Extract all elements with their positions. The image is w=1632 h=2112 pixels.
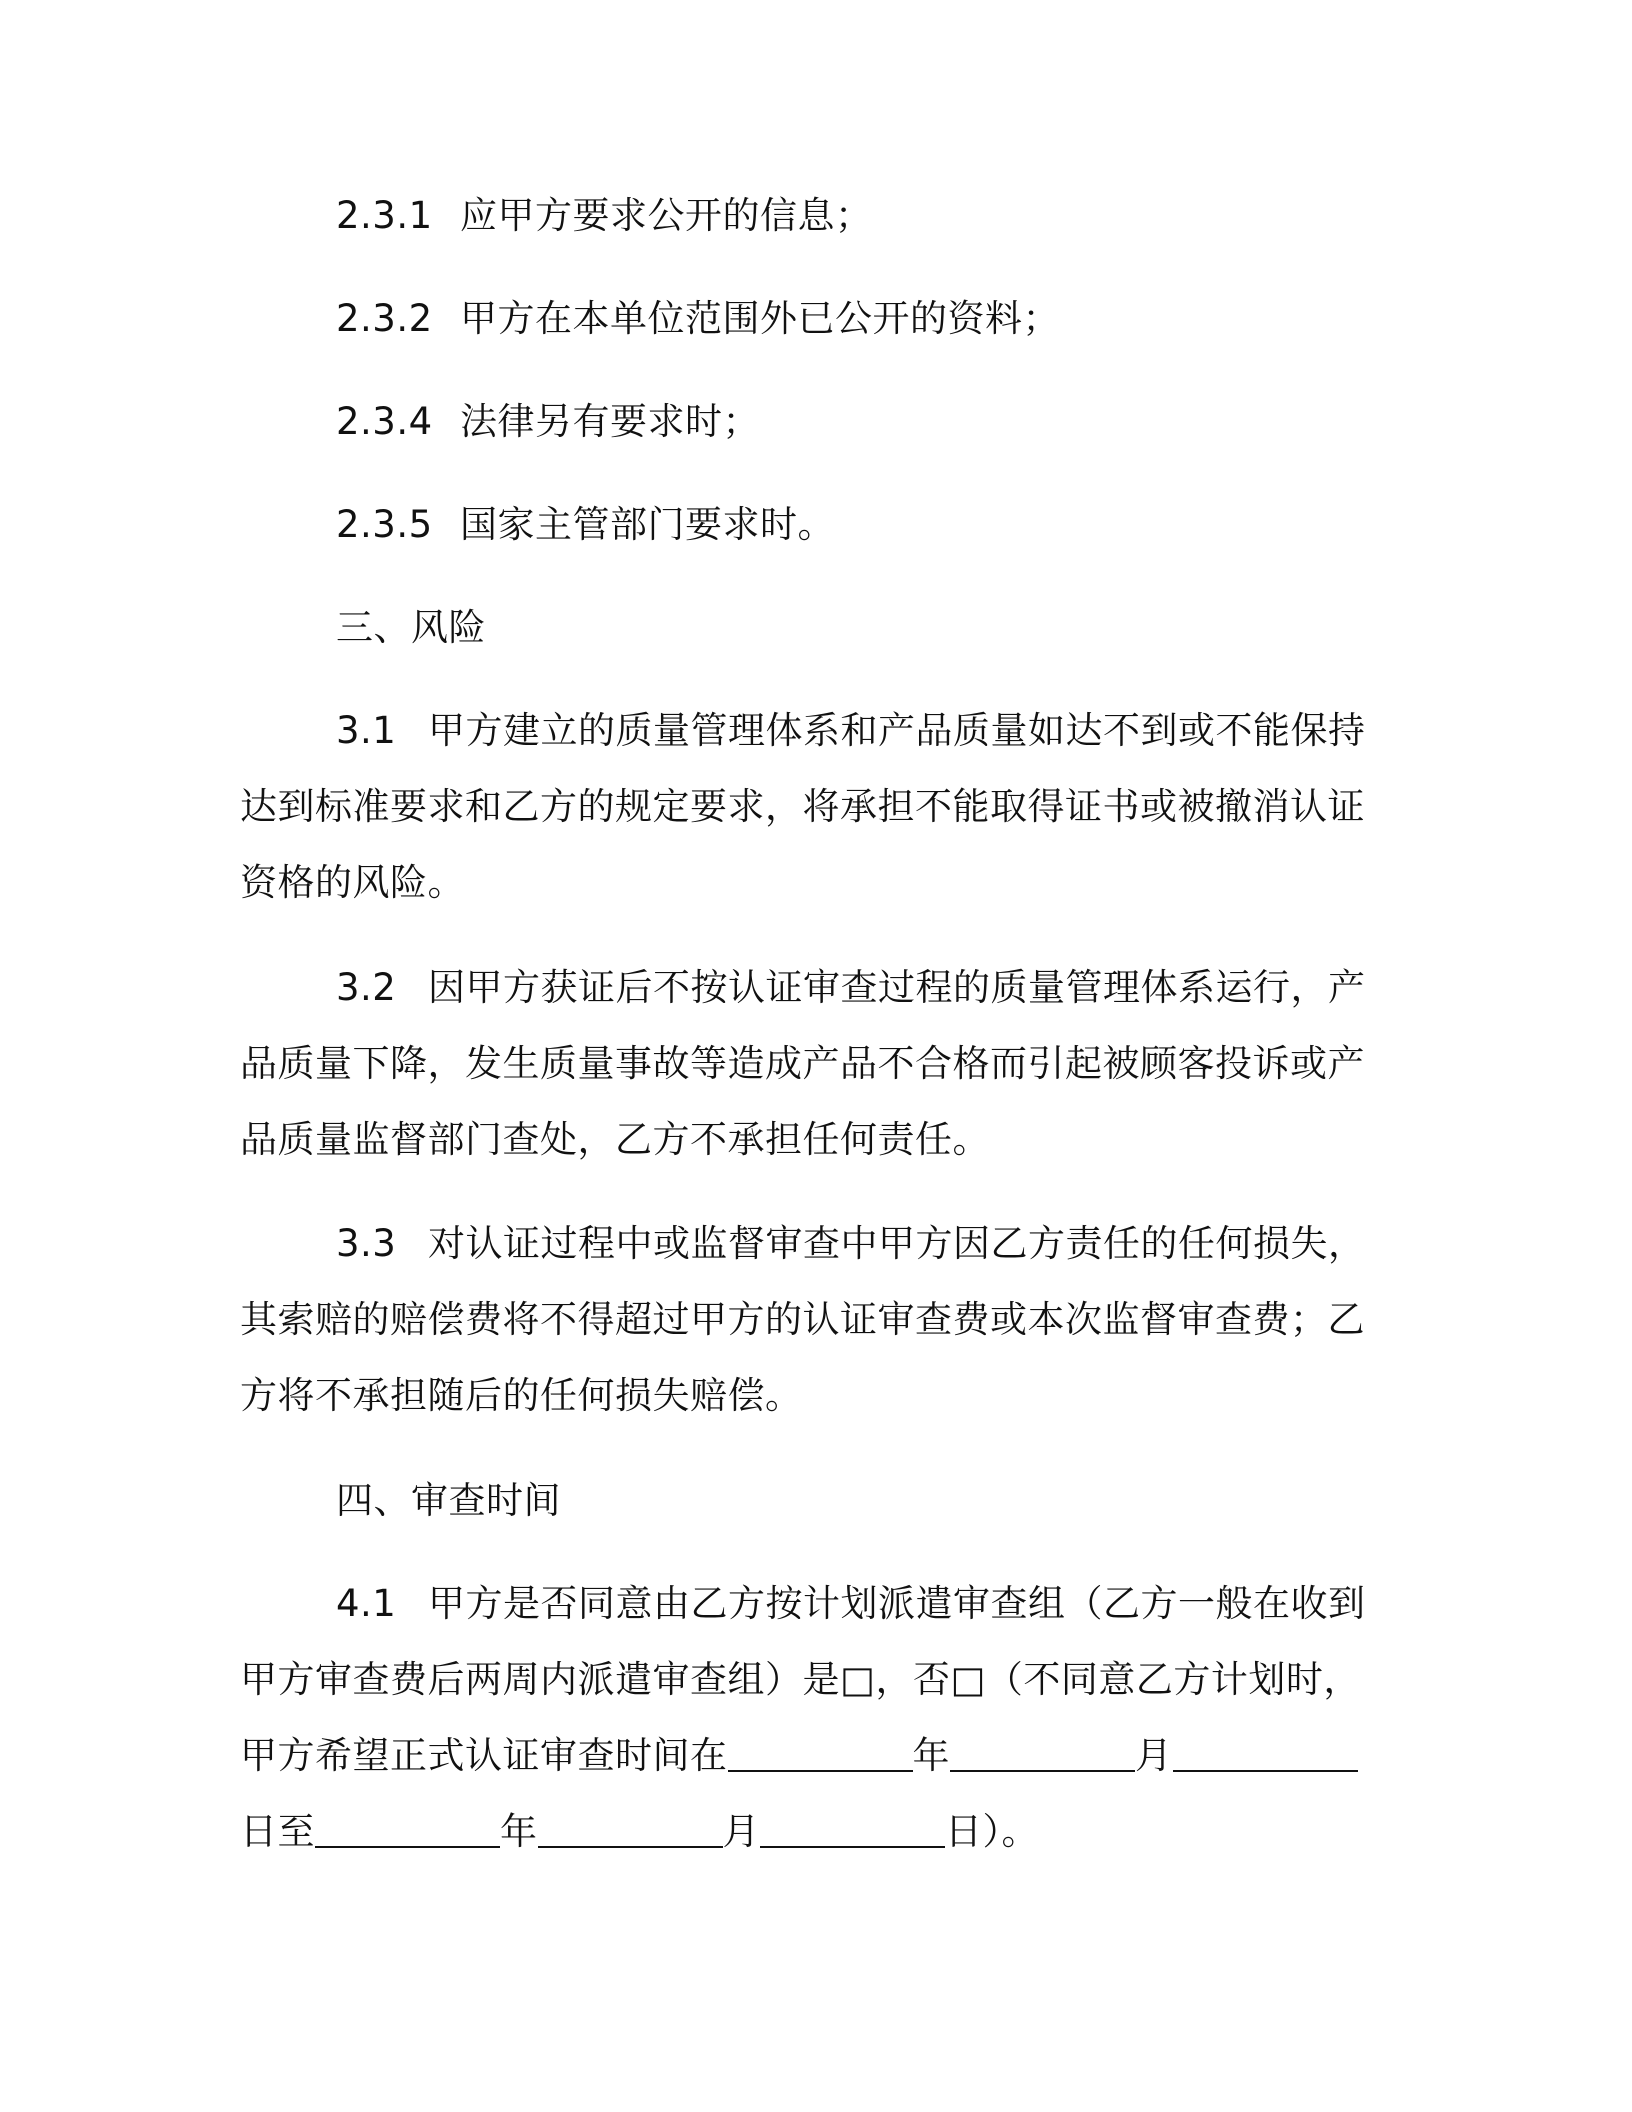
year-label: 年 [912,1734,950,1777]
para-3-1-line-2: 达到标准要求和乙方的规定要求，将承担不能取得证书或被撤消认证 [240,785,1365,828]
clause-2-3-5 [336,500,835,550]
day-end-label: 日）。 [945,1810,1039,1853]
start-month-blank[interactable] [950,1732,1135,1772]
para-number: 4.1 [336,1582,397,1625]
section-4-heading: 四、审查时间 [336,1479,561,1522]
para-text: 对认证过程中或监督审查中甲方因乙方责任的任何损失， [428,1222,1366,1265]
clause-number: 2.3.2 [336,297,433,340]
para-3-3-line-1 [336,1219,1366,1269]
para-text: 因甲方获证后不按认证审查过程的质量管理体系运行，产 [428,966,1366,1009]
clause-text: 国家主管部门要求时。 [460,503,835,546]
para-number: 3.2 [336,966,397,1009]
day-to-label: 日至 [240,1810,315,1853]
para-4-1-line-2: 甲方审查费后两周内派遣审查组）是□，否□（不同意乙方计划时， [240,1658,1361,1701]
para-3-2-line-2: 品质量下降，发生质量事故等造成产品不合格而引起被顾客投诉或产 [240,1042,1365,1085]
para-3-2-line-3: 品质量监督部门查处，乙方不承担任何责任。 [240,1118,990,1161]
clause-text: 应甲方要求公开的信息； [460,194,873,237]
month-label: 月 [722,1810,760,1853]
clause-number: 2.3.1 [336,194,433,237]
clause-number: 2.3.5 [336,503,433,546]
end-month-blank[interactable] [538,1808,723,1848]
clause-number: 2.3.4 [336,400,433,443]
para-3-1-line-3: 资格的风险。 [240,861,465,904]
clause-2-3-4 [336,397,760,447]
clause-2-3-2 [336,294,1060,344]
clause-text: 甲方在本单位范围外已公开的资料； [460,297,1060,340]
clause-text: 法律另有要求时； [460,400,760,443]
para-4-1-line-1 [336,1579,1366,1629]
year-label: 年 [500,1810,538,1853]
para-number: 3.3 [336,1222,397,1265]
para-4-1-line-3 [240,1731,1358,1781]
para-text: 甲方希望正式认证审查时间在 [240,1734,728,1777]
start-day-blank[interactable] [1173,1732,1358,1772]
section-3-heading: 三、风险 [336,606,486,649]
para-text: 甲方是否同意由乙方按计划派遣审查组（乙方一般在收到 [428,1582,1366,1625]
start-year-blank[interactable] [728,1732,913,1772]
end-day-blank[interactable] [760,1808,945,1848]
para-3-3-line-3: 方将不承担随后的任何损失赔偿。 [240,1374,803,1417]
para-text: 甲方建立的质量管理体系和产品质量如达不到或不能保持 [428,709,1366,752]
para-3-3-line-2: 其索赔的赔偿费将不得超过甲方的认证审查费或本次监督审查费；乙 [240,1298,1365,1341]
para-number: 3.1 [336,709,397,752]
para-3-2-line-1 [336,963,1366,1013]
end-year-blank[interactable] [315,1808,500,1848]
clause-2-3-1 [336,191,873,241]
para-3-1-line-1 [336,706,1366,756]
month-label: 月 [1135,1734,1173,1777]
para-4-1-line-4 [240,1807,1039,1857]
